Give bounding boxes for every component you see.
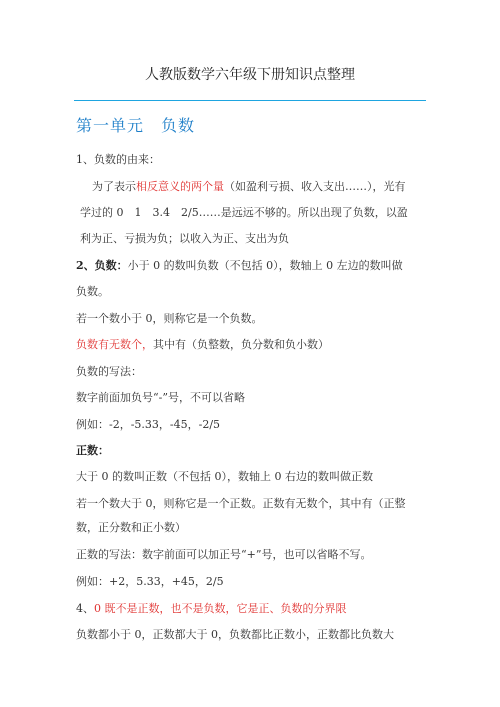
text-run: （如盈利亏损、收入支出……），光有 — [224, 180, 406, 193]
term-label: 正数： — [76, 444, 109, 457]
paragraph-line: 大于 0 的数叫正数（不包括 0），数轴上 0 右边的数叫做正数 — [76, 470, 373, 483]
term-label: 2、负数： — [76, 259, 128, 272]
title-divider — [74, 100, 426, 101]
emphasis-text: 负数有无数个， — [76, 338, 153, 351]
paragraph-line: 若一个数小于 0，则称它是一个负数。 — [76, 312, 263, 325]
paragraph-line — [76, 338, 329, 352]
section-4-heading — [76, 602, 347, 616]
example-line: 例如：-2，-5.33，-45，-2/5 — [76, 418, 221, 431]
text-run: 4、 — [76, 602, 94, 615]
emphasis-text: 相反意义的两个量 — [136, 180, 224, 193]
emphasis-text: 0 既不是正数，也不是负数，它是正、负数的分界限 — [94, 602, 347, 615]
section-2-heading — [76, 259, 403, 273]
example-line: 例如：+2，5.33，+45，2/5 — [76, 575, 224, 588]
document-title: 人教版数学六年级下册知识点整理 — [145, 67, 355, 83]
paragraph-line: 负数。 — [76, 285, 109, 298]
paragraph-line: 学过的 0 1 3.4 2/5……是远远不够的。所以出现了负数，以盈 — [80, 206, 408, 219]
paragraph-line: 负数的写法： — [76, 365, 142, 378]
paragraph-line: 数，正分数和正小数） — [76, 521, 186, 534]
paragraph-line: 利为正、亏损为负；以收入为正、支出为负 — [80, 232, 289, 245]
paragraph-line: 数字前面加负号“-”号，不可以省略 — [76, 391, 245, 404]
text-run: 小于 0 的数叫负数（不包括 0），数轴上 0 左边的数叫做 — [127, 259, 403, 272]
paragraph-line: 正数的写法：数字前面可以加正号“+”号，也可以省略不写。 — [76, 548, 372, 561]
paragraph-line: 若一个数大于 0，则称它是一个正数。正数有无数个，其中有（正整 — [76, 497, 406, 510]
paragraph-line: 负数都小于 0，正数都大于 0，负数都比正数小，正数都比负数大 — [76, 628, 394, 641]
unit-heading: 第一单元 负数 — [76, 116, 196, 135]
section-1-heading: 1、负数的由来： — [76, 153, 160, 166]
text-run: 其中有（负整数，负分数和负小数） — [153, 338, 329, 351]
paragraph-line — [92, 180, 406, 194]
text-run: 为了表示 — [92, 180, 136, 193]
